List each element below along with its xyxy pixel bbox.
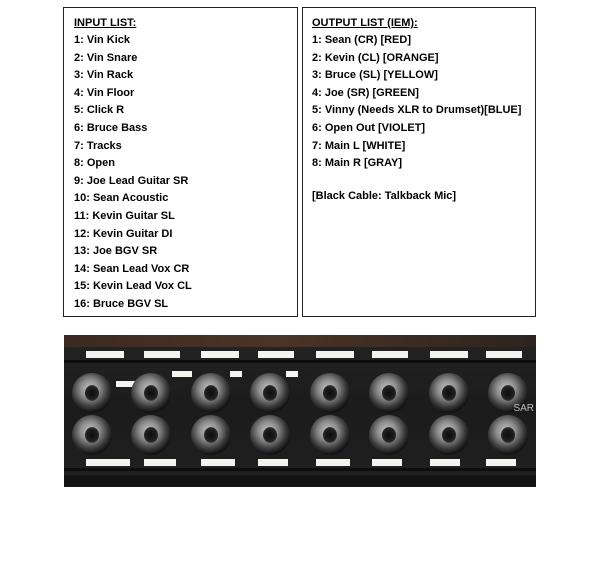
- list-item: 5: Click R: [74, 104, 125, 117]
- photo-bottom: [64, 475, 536, 487]
- xlr-jack: [310, 415, 350, 455]
- xlr-jack: [191, 415, 231, 455]
- list-item: 7: Main L [WHITE]: [312, 139, 406, 152]
- list-item: 3: Vin Rack: [74, 69, 134, 82]
- list-item: 4: Joe (SR) [GREEN]: [312, 86, 419, 99]
- list-item: 14: Sean Lead Vox CR: [74, 262, 190, 275]
- list-item: 5: Vinny (Needs XLR to Drumset)[BLUE]: [312, 104, 522, 117]
- input-list: [74, 32, 297, 314]
- label-tape: [86, 351, 124, 358]
- list-item: 1: Sean (CR) [RED]: [312, 34, 412, 46]
- label-tape: [201, 459, 235, 466]
- label-tape: [316, 459, 350, 466]
- label-tape: [486, 459, 516, 466]
- list-item: 13: Joe BGV SR: [74, 245, 158, 258]
- talkback-note: [Black Cable: Talkback Mic]: [312, 189, 457, 202]
- xlr-jack: [72, 415, 112, 455]
- xlr-jack: [250, 373, 290, 413]
- label-tape: [430, 351, 468, 358]
- list-item: 15: Kevin Lead Vox CL: [74, 280, 192, 293]
- label-tape: [372, 351, 408, 358]
- label-tape: [430, 459, 460, 466]
- label-tape: [258, 351, 294, 358]
- label-tape: [486, 351, 522, 358]
- xlr-jack: [131, 415, 171, 455]
- input-list-panel: [63, 7, 298, 317]
- list-item: 10: Sean Acoustic: [74, 192, 169, 205]
- list-item: 4: Vin Floor: [74, 86, 135, 99]
- label-tape: [372, 459, 402, 466]
- jack-row-top: [72, 373, 528, 413]
- xlr-jack: [369, 373, 409, 413]
- list-item: 16: Bruce BGV SL: [74, 297, 169, 310]
- list-item: 7: Tracks: [74, 139, 122, 152]
- label-tape: [144, 459, 176, 466]
- list-item: 6: Bruce Bass: [74, 121, 148, 134]
- label-tape: [258, 459, 288, 466]
- xlr-jack: [369, 415, 409, 455]
- xlr-jack: [131, 373, 171, 413]
- list-item: 1: Vin Kick: [74, 34, 131, 46]
- patch-panel-photo: [64, 335, 536, 487]
- cable-line: [64, 468, 536, 471]
- output-list-heading: OUTPUT LIST (IEM):: [312, 17, 418, 29]
- input-list-heading: INPUT LIST:: [74, 17, 137, 29]
- xlr-jack: [72, 373, 112, 413]
- xlr-jack: [429, 373, 469, 413]
- xlr-jack: [191, 373, 231, 413]
- jack-row-bottom: [72, 415, 528, 455]
- list-item: 12: Kevin Guitar DI: [74, 227, 173, 240]
- list-item: 2: Kevin (CL) [ORANGE]: [312, 51, 439, 64]
- brand-text: SAR: [513, 403, 534, 414]
- label-tape: [316, 351, 354, 358]
- list-item: 2: Vin Snare: [74, 51, 138, 64]
- list-item: 3: Bruce (SL) [YELLOW]: [312, 69, 438, 82]
- list-item: 8: Open: [74, 157, 115, 170]
- output-list-panel: [302, 7, 536, 317]
- label-tape: [86, 459, 130, 466]
- list-item: 9: Joe Lead Guitar SR: [74, 174, 189, 187]
- list-item: 8: Main R [GRAY]: [312, 157, 403, 170]
- label-tape: [144, 351, 180, 358]
- cable-line: [64, 360, 536, 363]
- list-item: 6: Open Out [VIOLET]: [312, 121, 426, 134]
- xlr-jack: [250, 415, 290, 455]
- list-item: 11: Kevin Guitar SL: [74, 209, 175, 222]
- xlr-jack: [429, 415, 469, 455]
- xlr-jack: [310, 373, 350, 413]
- label-tape: [201, 351, 239, 358]
- xlr-jack: [488, 415, 528, 455]
- output-list: [312, 32, 535, 173]
